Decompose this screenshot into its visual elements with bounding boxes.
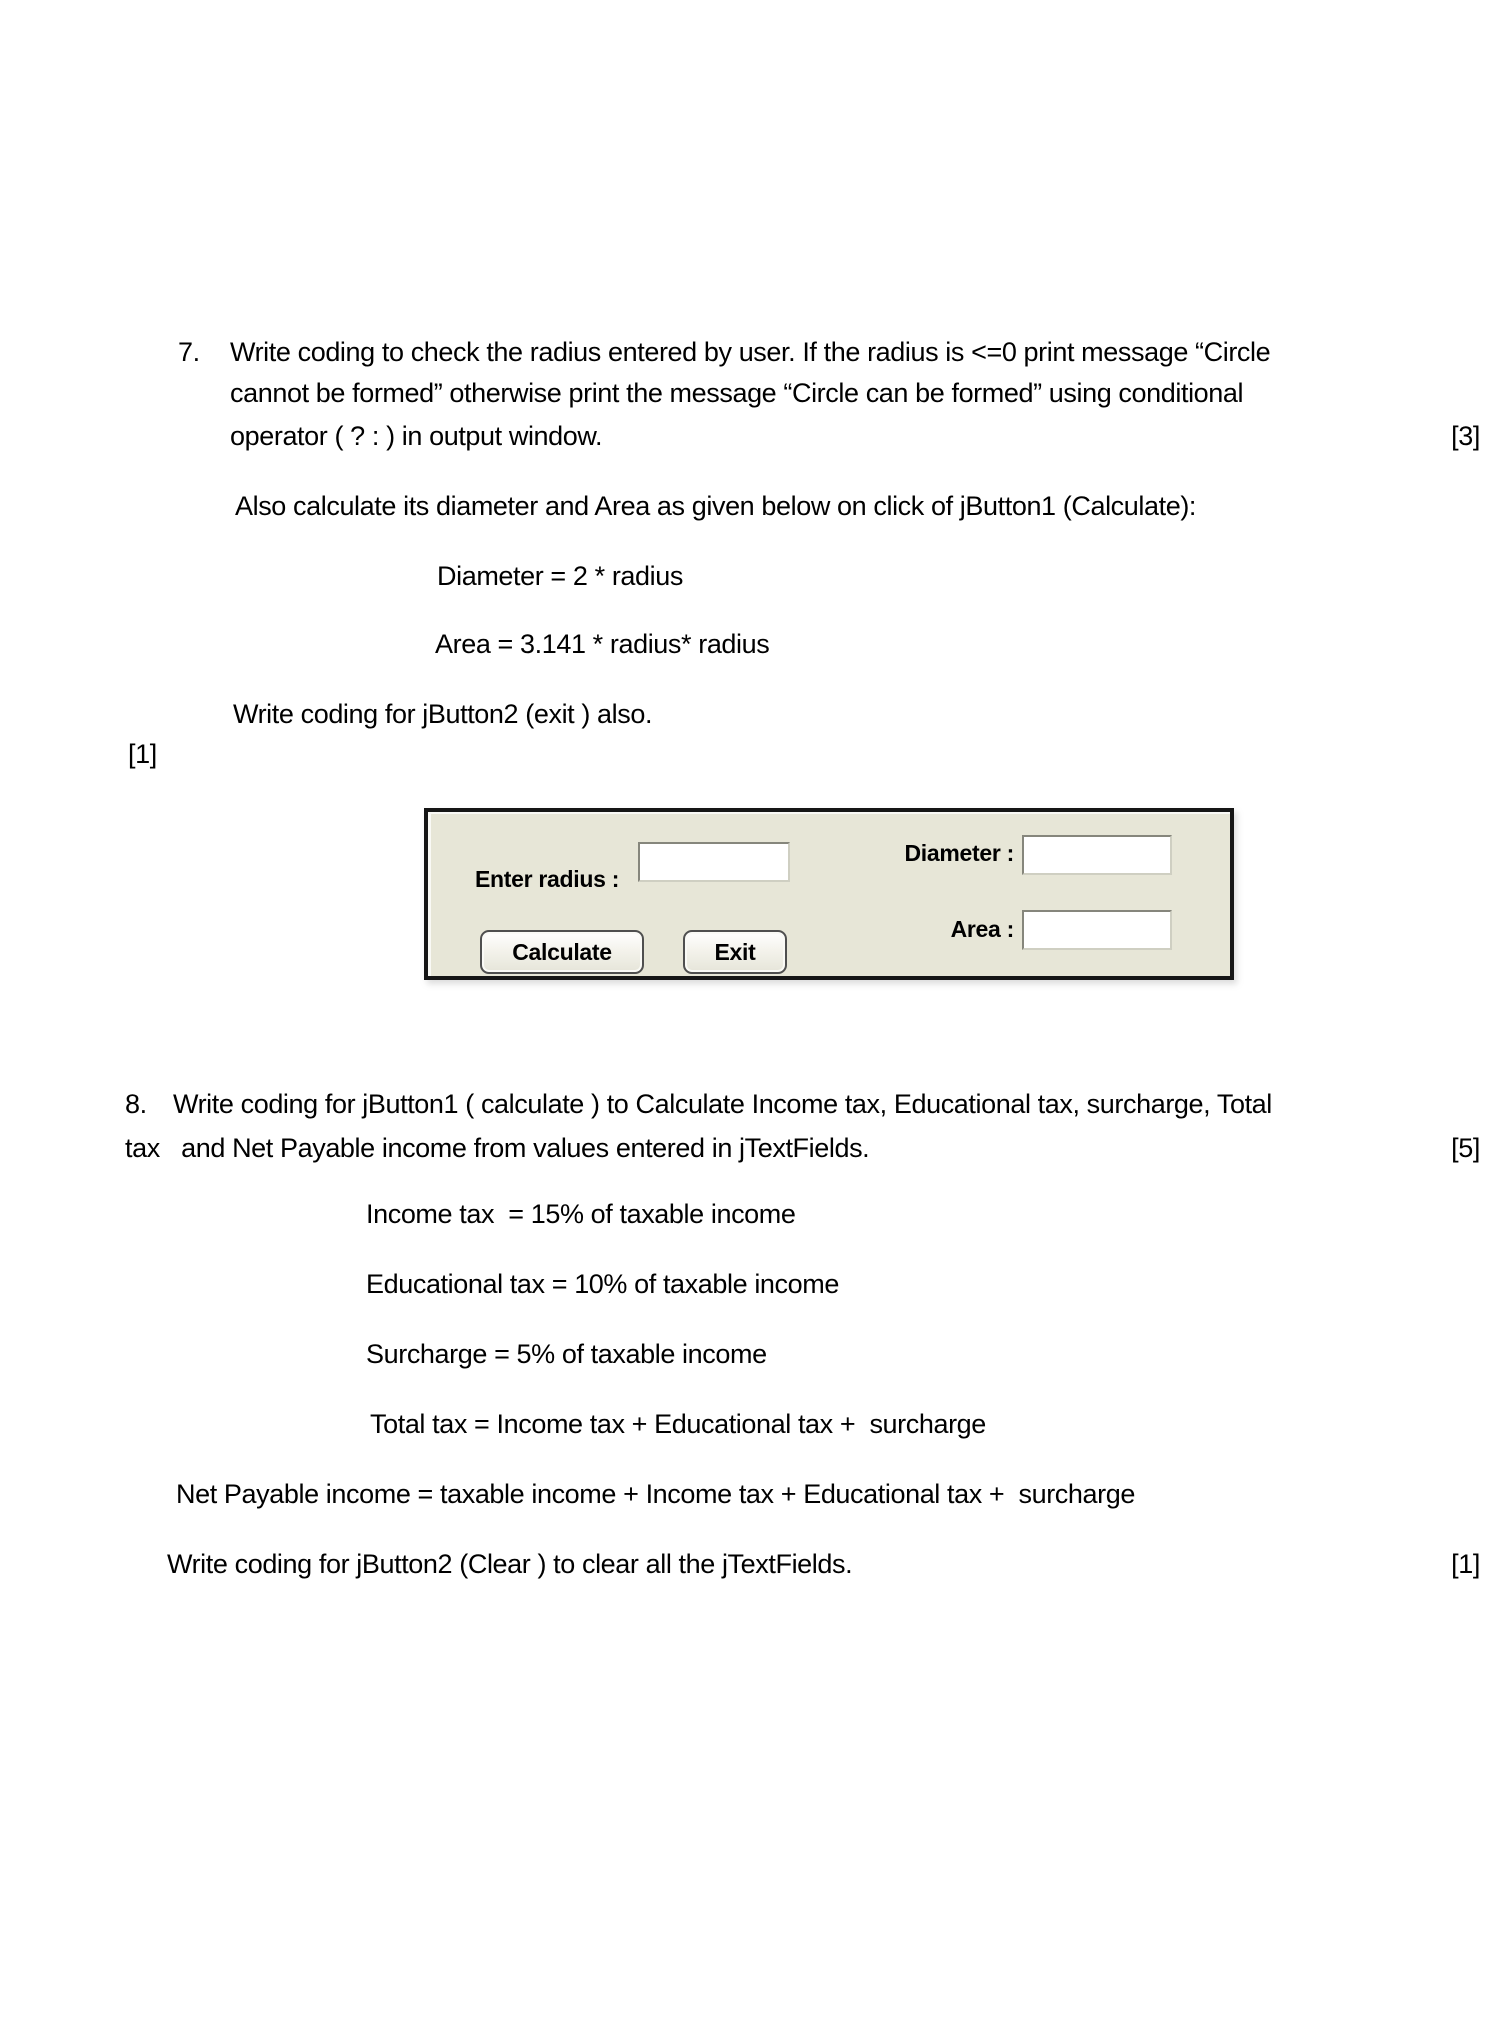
jbutton2-exit-line: Write coding for jButton2 (exit ) also. — [233, 699, 653, 729]
diameter-formula: Diameter = 2 * radius — [437, 561, 683, 591]
question-7-exit-marks: [1] — [128, 739, 157, 769]
educational-tax-formula: Educational tax = 10% of taxable income — [366, 1269, 839, 1299]
question-8-line-2: tax and Net Payable income from values entered in jTextFields. — [125, 1133, 870, 1163]
area-formula: Area = 3.141 * radius* radius — [435, 629, 770, 659]
radius-input[interactable] — [638, 842, 790, 882]
circle-form-panel — [424, 808, 1234, 980]
question-7-line-1: Write coding to check the radius entered by user. If the radius is <=0 print message “Circle — [230, 337, 1271, 367]
area-label: Area : — [950, 916, 1014, 942]
area-input[interactable] — [1022, 910, 1172, 950]
also-calculate-line: Also calculate its diameter and Area as given below on click of jButton1 (Calculate): — [235, 491, 1197, 521]
question-7-number: 7. — [178, 337, 200, 367]
diameter-input[interactable] — [1022, 835, 1172, 875]
diameter-label: Diameter : — [904, 840, 1014, 866]
question-8-clear-marks: [1] — [1451, 1549, 1480, 1579]
jbutton2-clear-line: Write coding for jButton2 (Clear ) to clear all the jTextFields. — [167, 1549, 853, 1579]
question-8-number: 8. — [125, 1089, 147, 1119]
enter-radius-label: Enter radius : — [475, 866, 620, 892]
total-tax-formula: Total tax = Income tax + Educational tax + surcharge — [370, 1409, 986, 1439]
question-7-line-2: cannot be formed” otherwise print the message “Circle can be formed” using conditional — [230, 378, 1244, 408]
question-8-marks: [5] — [1451, 1133, 1480, 1163]
calculate-button[interactable]: Calculate — [480, 930, 644, 974]
income-tax-formula: Income tax = 15% of taxable income — [366, 1199, 796, 1229]
surcharge-formula: Surcharge = 5% of taxable income — [366, 1339, 767, 1369]
exit-button[interactable]: Exit — [683, 930, 787, 974]
question-7-marks: [3] — [1451, 421, 1480, 451]
net-payable-formula: Net Payable income = taxable income + Income tax + Educational tax + surcharge — [176, 1479, 1135, 1509]
question-7-line-3: operator ( ? : ) in output window. — [230, 421, 603, 451]
question-8-line-1: Write coding for jButton1 ( calculate ) to Calculate Income tax, Educational tax, surcharge, Total — [173, 1089, 1272, 1119]
